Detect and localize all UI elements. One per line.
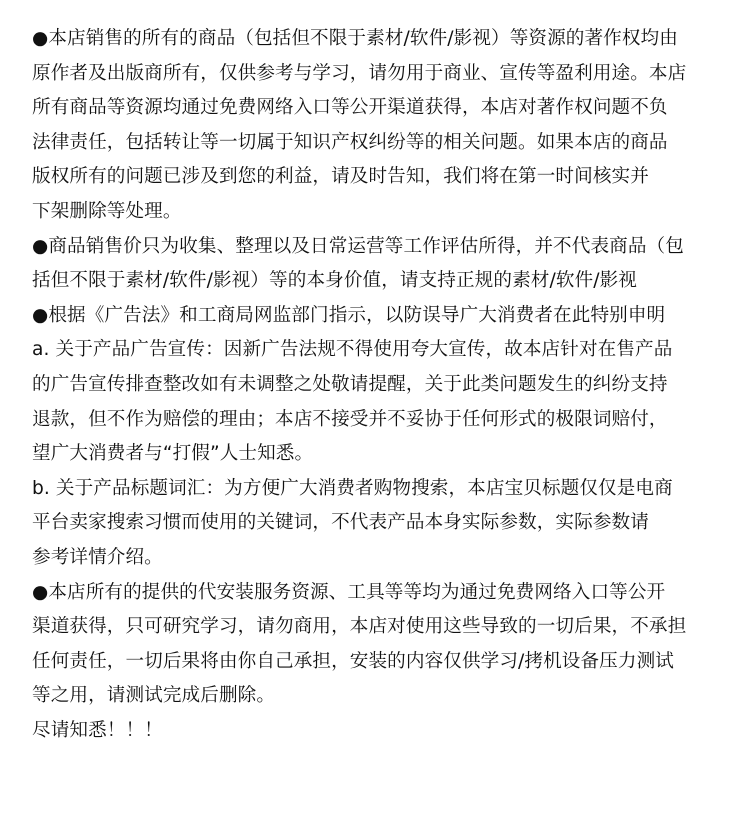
notice-line-4: 法律责任，包括转让等一切属于知识产权纠纷等的相关问题。如果本店的商品 <box>32 131 668 153</box>
notice-line-17: ●本店所有的提供的代安装服务资源、工具等等均为通过免费网络入口等公开 <box>32 581 666 603</box>
notice-line-13: 望广大消费者与“打假”人士知悉。 <box>32 443 314 465</box>
notice-line-18: 渠道获得，只可研究学习，请勿商用，本店对使用这些导致的一切后果，不承担 <box>32 616 687 638</box>
notice-line-6: 下架删除等处理。 <box>32 200 182 222</box>
notice-line-19: 任何责任，一切后果将由你自己承担，安装的内容仅供学习/拷机设备压力测试 <box>32 650 674 672</box>
notice-line-20: 等之用，请测试完成后删除。 <box>32 685 276 707</box>
notice-line-9: ●根据《广告法》和工商局网监部门指示，以防误导广大消费者在此特别申明 <box>32 304 666 326</box>
notice-line-3: 所有商品等资源均通过免费网络入口等公开渠道获得，本店对著作权问题不负 <box>32 97 668 119</box>
notice-line-1: ●本店销售的所有的商品（包括但不限于素材/软件/影视）等资源的著作权均由 <box>32 28 678 49</box>
notice-line-7: ●商品销售价只为收集、整理以及日常运营等工作评估所得，并不代表商品（包 <box>32 235 684 257</box>
notice-document <box>32 22 722 748</box>
notice-line-11: 的广告宣传排查整改如有未调整之处敬请提醒，关于此类问题发生的纠纷支持 <box>32 373 668 395</box>
notice-line-16: 参考详情介绍。 <box>32 546 163 568</box>
notice-line-15: 平台卖家搜索习惯而使用的关键词，不代表产品本身实际参数，实际参数请 <box>32 512 649 534</box>
notice-line-10: a. 关于产品广告宣传：因新广告法规不得使用夸大宣传，故本店针对在售产品 <box>32 339 673 361</box>
notice-line-21: 尽请知悉！！！ <box>32 719 163 741</box>
notice-line-2: 原作者及出版商所有，仅供参考与学习，请勿用于商业、宣传等盈利用途。本店 <box>32 62 687 84</box>
notice-line-14: b. 关于产品标题词汇：为方便广大消费者购物搜索，本店宝贝标题仅仅是电商 <box>32 477 673 499</box>
notice-line-5: 版权所有的问题已涉及到您的利益，请及时告知，我们将在第一时间核实并 <box>32 166 649 188</box>
notice-line-8: 括但不限于素材/软件/影视）等的本身价值，请支持正规的素材/软件/影视 <box>32 270 637 292</box>
notice-line-12: 退款，但不作为赔偿的理由；本店不接受并不妥协于任何形式的极限词赔付， <box>32 408 668 430</box>
